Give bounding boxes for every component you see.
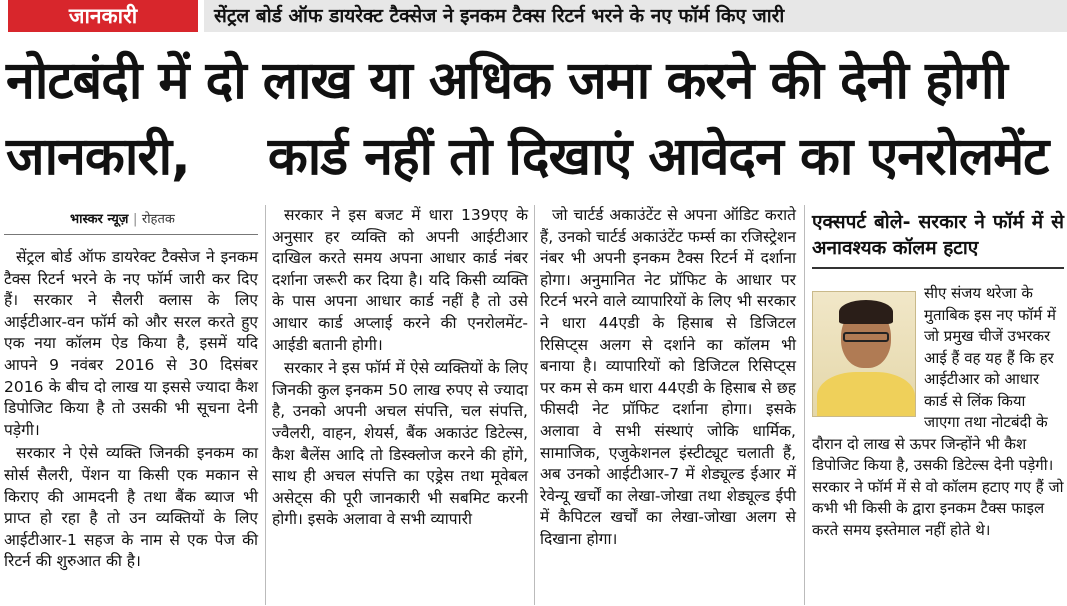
paragraph: सेंट्रल बोर्ड ऑफ डायरेक्ट टैक्सेज ने इनकम टैक्स रिटर्न भरने के नए फॉर्म जारी कर दिए हैं। सरकार ने सैलरी क्लास के लिए आईटीआर-वन फॉर्म को और सरल करते हुए एक नया कॉलम ऐड किया है, इसमें यदि आपने 9 नवंबर 2016 से 30 दिसंबर 2016 के बीच दो लाख या इससे ज्यादा कैश डिपोजिट किया है तो उसकी भी सूचना देनी पड़ेगी।: [4, 248, 258, 439]
column-divider: [804, 205, 805, 605]
article-column-2: [272, 205, 528, 531]
headline-line-1: नोटबंदी में दो लाख या अधिक जमा करने की देनी होगी: [6, 51, 1007, 111]
kicker-text: सेंट्रल बोर्ड ऑफ डायरेक्ट टैक्सेज ने इनकम टैक्स रिटर्न भरने के नए फॉर्म किए जारी: [214, 5, 785, 27]
column-divider: [534, 205, 535, 605]
byline-separator: |: [132, 212, 138, 227]
column-divider: [265, 205, 266, 605]
expert-sidebar: [812, 205, 1064, 541]
expert-photo: [812, 291, 916, 417]
headline-line-2: [6, 124, 1048, 190]
sidebar-text: सीए संजय थरेजा के मुताबिक इस नए फॉर्म में जो प्रमुख चीजें उभरकर आई हैं वह यह हैं कि हर आईटीआर को आधार कार्ड से लिंक किया जाएगा तथा नोटबंदी के दौरान दो लाख से ऊपर जिन्होंने भी कैश डिपोजिट किया है, उसकी डिटेल्स देनी पड़ेगी। सरकार ने फॉर्म में से वो कॉलम हटाए गए हैं जो कभी भी किसी के द्वारा इनकम टैक्स फाइल करते समय इस्तेमाल नहीं होते थे।: [812, 284, 1064, 539]
section-tag: जानकारी: [8, 0, 198, 32]
article-column-1: [4, 205, 258, 573]
headline-line-2-part-1: जानकारी,: [6, 127, 190, 187]
paragraph: सरकार ने ऐसे व्यक्ति जिनकी इनकम का सोर्स सैलरी, पेंशन या किसी एक मकान से किराए की आमदनी है तथा बैंक ब्याज भी प्राप्त हो रहा है तो उन व्यक्तियों के लिए आईटीआर-1 सहज के नाम से एक पेज की रिटर्न की शुरुआत की है।: [4, 444, 258, 571]
paragraph: सरकार ने इस बजट में धारा 139एए के अनुसार हर व्यक्ति को अपनी आईटीआर दाखिल करते समय अपना आधार कार्ड नंबर दर्शाना जरूरी कर दिया है। यदि किसी व्यक्ति के पास अपना आधार कार्ड नहीं है तो उसे आधार कार्ड अप्लाई करने की एनरोलमेंट-आईडी बतानी होगी।: [272, 206, 528, 354]
top-bar: [0, 0, 1067, 34]
paragraph: जो चार्टर्ड अकाउंटेंट से अपना ऑडिट कराते हैं, उनको चार्टर्ड अकाउंटेंट फर्म्स का रजिस्ट्रेशन नंबर भी अपनी इनकम टैक्स रिटर्न में दर्शाना होगा। अनुमानित नेट प्रॉफिट के आधार पर रिटर्न भरने वाले व्यापारियों के लिए भी सरकार ने धारा 44एडी के हिसाब से डिजिटल रिसिप्ट्स अलग से दर्शाने का कॉलम भी बनाया है। व्यापारियों को डिजिटल रिसिप्ट्स पर कम से कम धारा 44एडी के हिसाब से छह फीसदी नेट प्रॉफिट दर्शाना होगा। इसके अलावा वे सभी संस्थाएं जोकि धार्मिक, सामाजिक, एजुकेशनल इंस्टीट्यूट चलाती हैं, अब उनको आईटीआर-7 में शेड्यूल्ड ईआर में रेवेन्यू खर्चों का लेखा-जोखा तथा शेड्यूल्ड ईपी में कैपिटल खर्चों का लेखा-जोखा अलग से दिखाना होगा।: [540, 206, 796, 548]
paragraph: सरकार ने इस फॉर्म में ऐसे व्यक्तियों के लिए जिनकी कुल इनकम 50 लाख रुपए से ज्यादा है, उनको अपनी अचल संपत्ति, चल संपत्ति, ज्वैलरी, वाहन, शेयर्स, बैंक अकाउंट डिटेल्स, कैश बैलेंस आदि तो डिस्क्लोज करने की होंगे, साथ ही अचल संपत्ति का एड्रेस तथा मूवेबल असेट्स की पूरी जानकारी भी सबमिट करनी होगी। इसके अलावा वे सभी व्यापारी: [272, 359, 528, 529]
byline-place: रोहतक: [141, 212, 175, 227]
byline: [4, 205, 258, 235]
article-column-3: [540, 205, 796, 551]
sidebar-heading: एक्सपर्ट बोले- सरकार ने फॉर्म में से अनावश्यक कॉलम हटाए: [812, 205, 1064, 269]
headline-line-2-part-2: कार्ड नहीं तो दिखाएं आवेदन का एनरोलमेंट: [267, 127, 1049, 187]
byline-source: भास्कर न्यूज़: [70, 212, 129, 227]
